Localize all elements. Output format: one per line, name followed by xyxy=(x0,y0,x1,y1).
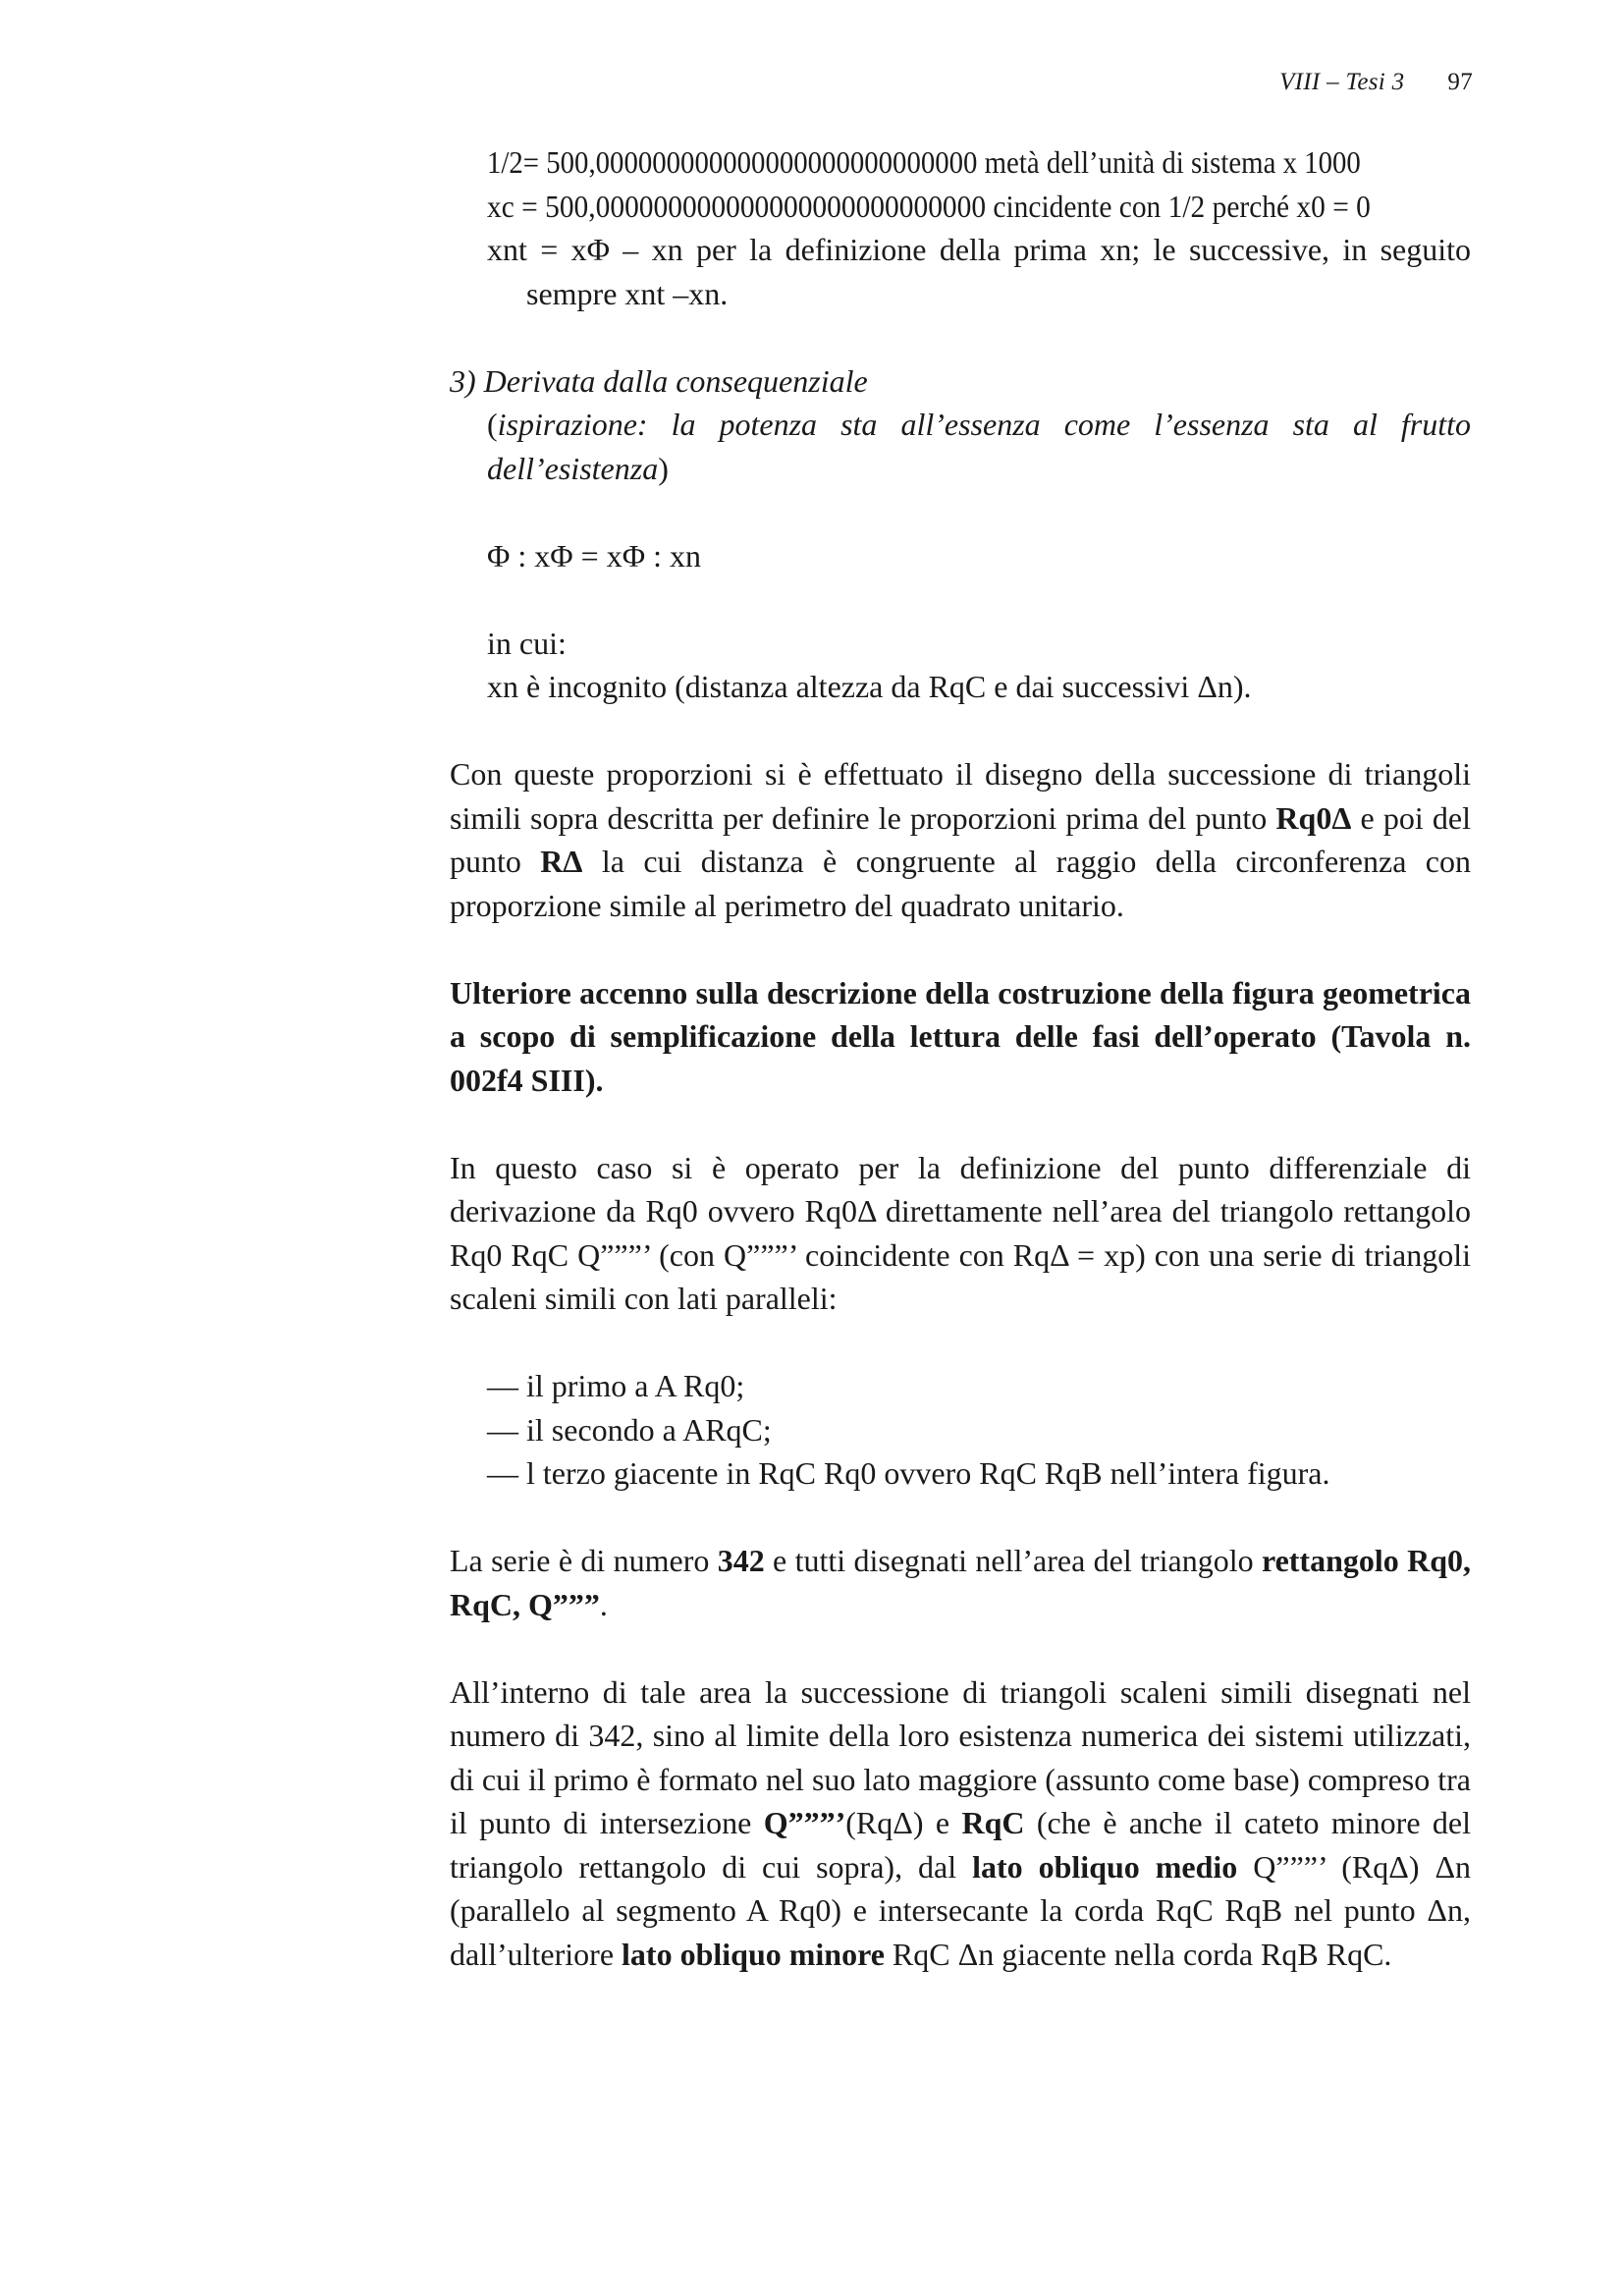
proportion-formula: Φ : xΦ = xΦ : xn xyxy=(487,537,701,574)
paragraph-derivation-line-3: Rq0 RqC Q”””’ (con Q”””’ coincidente con RqΔ = xp) con una serie di triangoli scaleni simili con lati paralleli: xyxy=(450,1236,1471,1316)
paragraph-triangles: All’interno di tale area la successione di triangoli scaleni simili disegnati nel numero di 342, sino al limite della loro esistenza numerica dei sistemi utilizzati, di cui il primo è formato nel suo lato maggiore (assunto come base) compreso tra il punto di intersezione Q”””’(RqΔ) e RqC (che è anche il cateto minore del triangolo rettangolo di cui sopra), dal lato obliquo medio Q”””’ (RqΔ) Δn (parallelo al segmento A Rq0) e intersecante la corda RqC RqB nel punto Δn, dall’ulteriore lato obliquo minore RqC Δn giacente nella corda RqB RqC. xyxy=(450,1673,1472,1972)
paragraph-proportions: Con queste proporzioni si è effettuato il disegno della successione di triangoli simili sopra descritta per definire le proporzioni prima del punto Rq0Δ e poi del punto RΔ la cui distanza è congruente al raggio della circonferenza con proporzione simile al perimetro del quadrato unitario. xyxy=(450,756,1472,923)
running-header xyxy=(1178,69,1473,96)
paragraph-series: La serie è di numero 342 e tutti disegnati nell’area del triangolo rettangolo Rq0, RqC, Q”””. xyxy=(450,1543,1472,1622)
in-cui-label: in cui: xyxy=(487,625,567,661)
paragraph-derivation-line-1: In questo caso si è operato per la definizione del punto differenziale di xyxy=(450,1149,1471,1185)
paragraph-derivation-line-2: derivazione da Rq0 ovvero Rq0Δ direttamente nell’area del triangolo rettangolo xyxy=(450,1193,1471,1229)
page-body xyxy=(450,140,1471,1976)
page-number: 97 xyxy=(1447,69,1473,95)
running-title: VIII – Tesi 3 xyxy=(1279,69,1405,95)
value-line-xc: xc = 500,000000000000000000000000000 cincidente con 1/2 perché x0 = 0 xyxy=(487,188,1371,224)
section-3-title: 3) Derivata dalla consequenziale xyxy=(450,362,868,399)
section-heading: Ulteriore accenno sulla descrizione della costruzione della figura geometrica a scopo di semplificazione della lettura delle fasi dell’operato (Tavola n. 002f4 SIII). xyxy=(450,974,1471,1098)
list-item: — il secondo a ARqC; xyxy=(487,1411,772,1448)
list-item: — l terzo giacente in RqC Rq0 ovvero RqC RqB nell’intera figura. xyxy=(487,1455,1330,1491)
list-item: — il primo a A Rq0; xyxy=(487,1368,745,1403)
inspiration-note: (ispirazione: la potenza sta all’essenza come l’essenza sta al frutto dell’esistenza) xyxy=(487,407,1471,486)
value-line-half: 1/2= 500,000000000000000000000000000 metà dell’unità di sistema x 1000 xyxy=(487,144,1361,180)
value-line-xnt: xnt = xΦ – xn per la definizione della prima xn; le successive, in seguito sempre xnt –xn. xyxy=(487,232,1471,311)
xn-definition: xn è incognito (distanza altezza da RqC e dai successivi Δn). xyxy=(487,669,1252,704)
